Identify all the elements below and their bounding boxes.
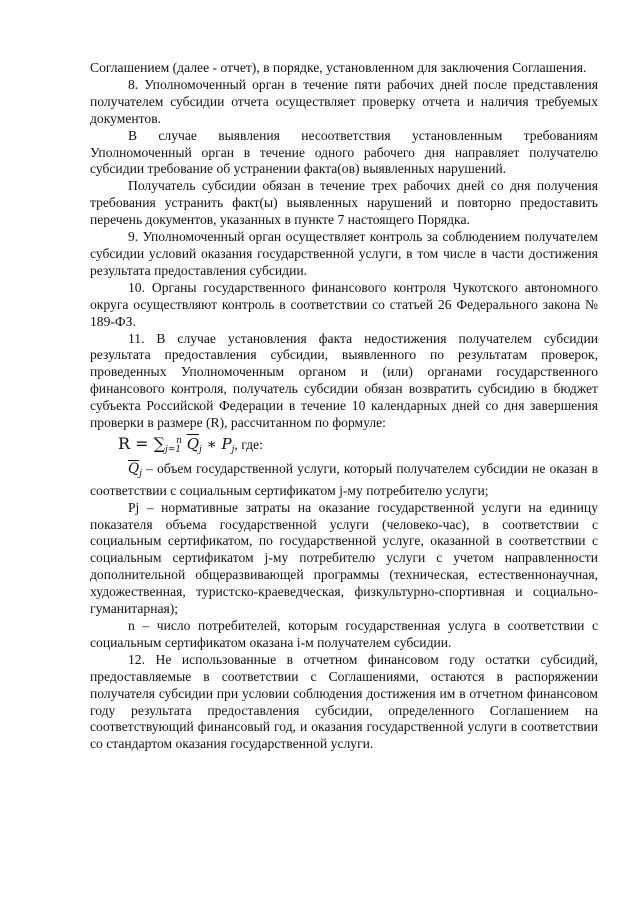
paragraph-q-definition: $\overline{Q}_j$ – объем государственной услуги, который получателем субсидии не оказан в соответствии с социальным сертификатом j-му потребителю услуги; xyxy=(90,460,598,498)
paragraph-item-8: 8. Уполномоченный орган в течение пяти рабочих дней после представления получателем субсидии отчета осуществляет проверку отчета и наличия требуемых документов. xyxy=(90,76,598,126)
refund-formula: $R = \sum_{j=1}^n$ $\overline{Q}_j$ ∗ $P_j$ xyxy=(118,433,235,455)
paragraph-nonconformity: В случае выявления несоответствия установленным требованиям Уполномоченный орган в течение одного рабочего дня направляет получателю субсидии требование об устранении факта(ов) выявленных нарушений. xyxy=(90,127,598,177)
paragraph-item-11: 11. В случае установления факта недостижения получателем субсидии результата предоставления субсидии, выявленного по результатам проверок, проведенных Уполномоченным органом и (или) органами государственного финансового контроля, получатель субсидии обязан возвратить субсидию в бюджет субъекта Российской Федерации в течение 10 календарных дней со дня завершения проверки в размере (R), рассчитанном по формуле: xyxy=(90,330,598,431)
formula-line xyxy=(90,433,598,459)
paragraph-item-12: 12. Не использованные в отчетном финансовом году остатки субсидий, предоставляемые в соответствии с Соглашениями, остаются в распоряжении получателя субсидии при условии соблюдения достижения им в отчетном финансовом году результата предоставления субсидии, определенного Соглашением на соответствующий финансовый год, и оказания государственной услуги в соответствии со стандартом оказания государственной услуги. xyxy=(90,651,598,752)
paragraph-p-definition: Pj – нормативные затраты на оказание государственной услуги на единицу показателя объема государственной услуги (человеко-час), в соответствии с социальным сертификатом, по государственной услуге, оказанной в соответствии с социальным сертификатом j-му потребителю услуги с учетом направленности дополнительной общеразвивающей программы (техническая, естественнонаучная, художественная, туристско-краеведческая, физкультурно-спортивная и социально-гуманитарная); xyxy=(90,499,598,617)
paragraph-recipient-obligation: Получатель субсидии обязан в течение трех рабочих дней со дня получения требования устранить факт(ы) выявленных нарушений и повторно предоставить перечень документов, указанных в пункте 7 настоящего Порядка. xyxy=(90,178,598,228)
document-page xyxy=(90,60,598,753)
q-term: $\overline{Q}_j$ xyxy=(128,460,142,479)
paragraph-n-definition: n – число потребителей, которым государственная услуга в соответствии с социальным сертификатом оказана i-м получателем субсидии. xyxy=(90,618,598,650)
formula-suffix: , где: xyxy=(234,436,263,452)
paragraph-item-9: 9. Уполномоченный орган осуществляет контроль за соблюдением получателем субсидии условий оказания государственной услуги, в том числе в части достижения результата предоставления субсидии. xyxy=(90,229,598,278)
paragraph-continuation: Соглашением (далее - отчет), в порядке, установленном для заключения Соглашения. xyxy=(90,60,587,75)
paragraph-item-10: 10. Органы государственного финансового контроля Чукотского автономного округа осуществляют контроль в соответствии со статьей 26 Федерального закона № 189-ФЗ. xyxy=(90,279,598,329)
